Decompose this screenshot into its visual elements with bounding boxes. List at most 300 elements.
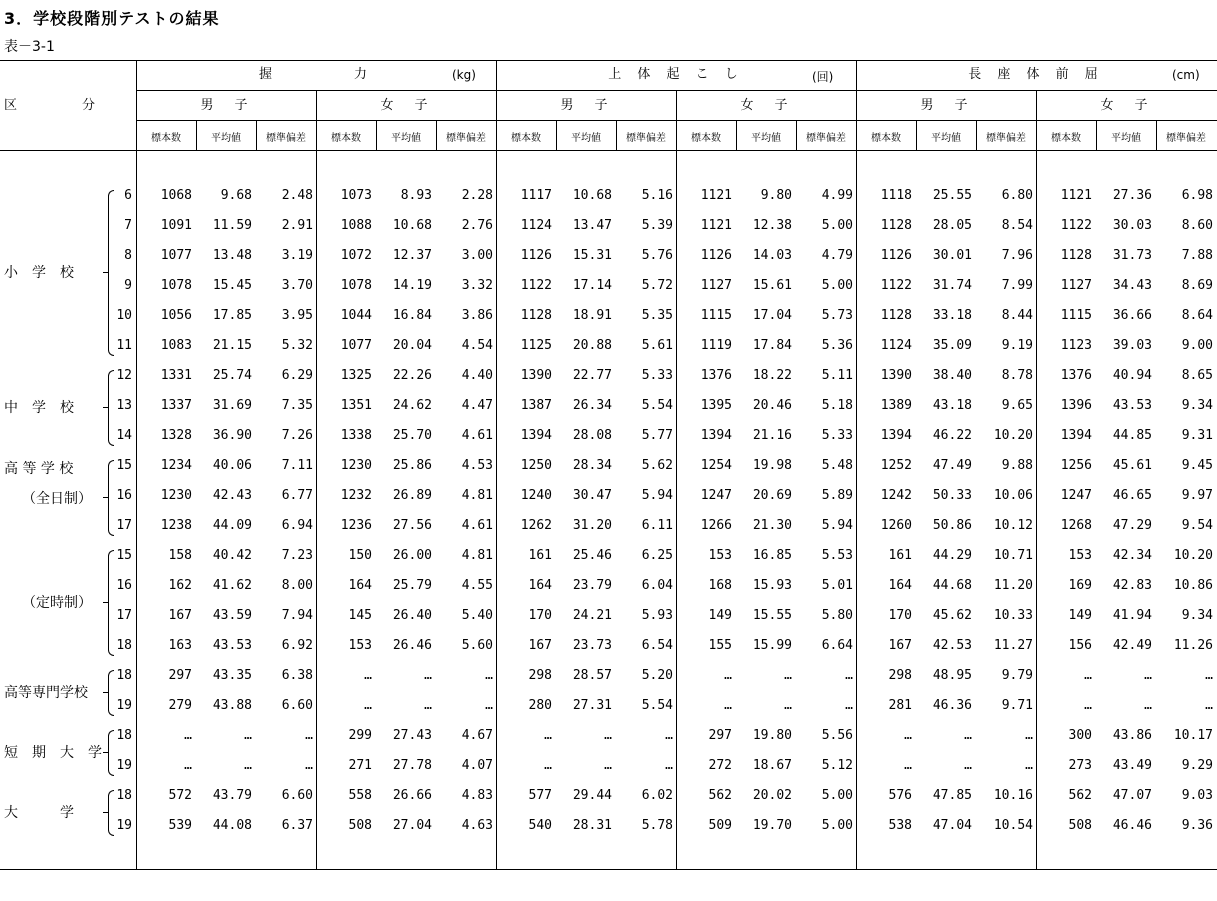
table-cell: 4.79 — [821, 248, 853, 263]
table-cell: … — [184, 728, 192, 743]
table-cell: 1234 — [160, 458, 192, 473]
table-cell: 6.11 — [641, 518, 673, 533]
table-cell: 5.76 — [641, 248, 673, 263]
table-cell: 281 — [888, 698, 912, 713]
age-label: 19 — [116, 818, 132, 833]
table-cell: 163 — [168, 638, 192, 653]
table-cell: 298 — [528, 668, 552, 683]
table-cell: … — [724, 698, 732, 713]
table-cell: 5.00 — [821, 278, 853, 293]
table-cell: 26.34 — [572, 398, 612, 413]
table-cell: 45.62 — [932, 608, 972, 623]
table-cell: 12.38 — [752, 218, 792, 233]
table-cell: 9.79 — [1001, 668, 1033, 683]
table-cell: 44.29 — [932, 548, 972, 563]
bracket — [108, 550, 114, 656]
table-cell: 42.53 — [932, 638, 972, 653]
subcol-header: 標準偏差 — [986, 133, 1026, 144]
gender-header: 女 子 — [740, 98, 792, 113]
table-cell: 1125 — [520, 338, 552, 353]
table-cell: 1268 — [1060, 518, 1092, 533]
table-cell: 5.00 — [821, 818, 853, 833]
table-cell: 44.85 — [1112, 428, 1152, 443]
table-cell: 44.68 — [932, 578, 972, 593]
table-cell: 43.59 — [212, 608, 252, 623]
table-cell: 1266 — [700, 518, 732, 533]
table-cell: 5.77 — [641, 428, 673, 443]
table-cell: 9.68 — [220, 188, 252, 203]
age-label: 16 — [116, 578, 132, 593]
table-cell: 1232 — [340, 488, 372, 503]
table-cell: 38.40 — [932, 368, 972, 383]
table-cell: 577 — [528, 788, 552, 803]
table-cell: 5.35 — [641, 308, 673, 323]
table-cell: … — [305, 728, 313, 743]
table-cell: 1395 — [700, 398, 732, 413]
subcol-header: 標本数 — [691, 133, 721, 144]
table-cell: 47.07 — [1112, 788, 1152, 803]
table-cell: … — [424, 668, 432, 683]
table-cell: 1077 — [340, 338, 372, 353]
table-cell: 1128 — [1060, 248, 1092, 263]
subcol-header: 平均値 — [1111, 133, 1141, 144]
table-cell: 43.53 — [1112, 398, 1152, 413]
table-cell: 8.44 — [1001, 308, 1033, 323]
table-cell: 170 — [528, 608, 552, 623]
table-cell: 28.57 — [572, 668, 612, 683]
table-cell: 1121 — [700, 218, 732, 233]
table-cell: 27.56 — [392, 518, 432, 533]
table-cell: 15.61 — [752, 278, 792, 293]
table-cell: 538 — [888, 818, 912, 833]
table-cell: … — [904, 728, 912, 743]
table-cell: … — [904, 758, 912, 773]
table-cell: 1088 — [340, 218, 372, 233]
table-cell: 10.68 — [392, 218, 432, 233]
subcol-header: 標準偏差 — [806, 133, 846, 144]
age-label: 6 — [124, 188, 132, 203]
table-cell: 26.46 — [392, 638, 432, 653]
table-cell: 5.89 — [821, 488, 853, 503]
table-cell: 5.61 — [641, 338, 673, 353]
table-cell: 9.88 — [1001, 458, 1033, 473]
table-cell: 7.26 — [281, 428, 313, 443]
age-label: 18 — [116, 638, 132, 653]
table-cell: 297 — [168, 668, 192, 683]
table-cell: 4.55 — [461, 578, 493, 593]
subcol-header: 標準偏差 — [266, 133, 306, 144]
section-label: 小 学 校 — [4, 265, 74, 281]
table-cell: 2.28 — [461, 188, 493, 203]
table-cell: 1331 — [160, 368, 192, 383]
table-cell: 17.84 — [752, 338, 792, 353]
table-cell: 5.73 — [821, 308, 853, 323]
table-cell: 273 — [1068, 758, 1092, 773]
table-cell: 22.77 — [572, 368, 612, 383]
table-cell: 36.90 — [212, 428, 252, 443]
table-cell: 18.91 — [572, 308, 612, 323]
table-cell: 5.32 — [281, 338, 313, 353]
table-cell: 1240 — [520, 488, 552, 503]
table-cell: 4.81 — [461, 488, 493, 503]
table-cell: 4.99 — [821, 188, 853, 203]
table-cell: 1238 — [160, 518, 192, 533]
table-cell: 5.33 — [821, 428, 853, 443]
table-cell: … — [544, 758, 552, 773]
table-cell: 9.34 — [1181, 398, 1213, 413]
table-cell: … — [845, 668, 853, 683]
table-cell: 161 — [888, 548, 912, 563]
table-cell: 1121 — [1060, 188, 1092, 203]
table-cell: 1396 — [1060, 398, 1092, 413]
subcol-header: 標本数 — [151, 133, 181, 144]
section-label: 高等専門学校 — [4, 685, 88, 701]
table-cell: 26.89 — [392, 488, 432, 503]
table-cell: 16.85 — [752, 548, 792, 563]
table-cell: 28.05 — [932, 218, 972, 233]
age-label: 19 — [116, 698, 132, 713]
gender-header: 男 子 — [200, 98, 252, 113]
table-cell: 10.86 — [1173, 578, 1213, 593]
table-cell: 31.69 — [212, 398, 252, 413]
table-cell: 1056 — [160, 308, 192, 323]
table-cell: 168 — [708, 578, 732, 593]
table-cell: 43.53 — [212, 638, 252, 653]
table-cell: 149 — [708, 608, 732, 623]
table-cell: 1126 — [700, 248, 732, 263]
table-cell: 26.00 — [392, 548, 432, 563]
table-cell: 39.03 — [1112, 338, 1152, 353]
table-cell: 23.73 — [572, 638, 612, 653]
table-cell: 1262 — [520, 518, 552, 533]
table-cell: 25.86 — [392, 458, 432, 473]
table-cell: 28.31 — [572, 818, 612, 833]
gender-divider — [316, 90, 317, 870]
table-cell: 47.29 — [1112, 518, 1152, 533]
category-header: 区 分 — [4, 98, 96, 113]
group-header-3: 長 座 体 前 屈 — [968, 67, 1104, 82]
table-cell: 1247 — [700, 488, 732, 503]
gender-divider — [1036, 90, 1037, 870]
table-cell: 28.08 — [572, 428, 612, 443]
table-cell: 1260 — [880, 518, 912, 533]
table-cell: 10.54 — [993, 818, 1033, 833]
table-cell: 7.96 — [1001, 248, 1033, 263]
table-cell: 4.61 — [461, 518, 493, 533]
table-cell: 25.79 — [392, 578, 432, 593]
table-cell: 43.88 — [212, 698, 252, 713]
table-cell: 41.94 — [1112, 608, 1152, 623]
table-cell: 4.63 — [461, 818, 493, 833]
table-cell: 562 — [1068, 788, 1092, 803]
table-cell: 5.01 — [821, 578, 853, 593]
table-cell: 508 — [1068, 818, 1092, 833]
table-cell: 11.20 — [993, 578, 1033, 593]
table-cell: 1394 — [700, 428, 732, 443]
table-cell: 1128 — [520, 308, 552, 323]
table-cell: 9.19 — [1001, 338, 1033, 353]
table-cell: 149 — [1068, 608, 1092, 623]
table-cell: 3.32 — [461, 278, 493, 293]
table-cell: 145 — [348, 608, 372, 623]
table-cell: 9.80 — [760, 188, 792, 203]
table-cell: 4.83 — [461, 788, 493, 803]
table-cell: 25.70 — [392, 428, 432, 443]
table-cell: 29.44 — [572, 788, 612, 803]
table-cell: 9.29 — [1181, 758, 1213, 773]
table-cell: 20.69 — [752, 488, 792, 503]
table-cell: 1394 — [520, 428, 552, 443]
table-cell: 6.94 — [281, 518, 313, 533]
bracket — [108, 730, 114, 776]
table-cell: 5.16 — [641, 188, 673, 203]
table-cell: 1119 — [700, 338, 732, 353]
table-cell: 1115 — [1060, 308, 1092, 323]
table-cell: 20.46 — [752, 398, 792, 413]
table-cell: 6.04 — [641, 578, 673, 593]
table-cell: 10.16 — [993, 788, 1033, 803]
table-cell: 11.26 — [1173, 638, 1213, 653]
table-cell: 19.80 — [752, 728, 792, 743]
bracket — [108, 790, 114, 836]
gender-header: 男 子 — [560, 98, 612, 113]
table-cell: 13.47 — [572, 218, 612, 233]
table-cell: 4.81 — [461, 548, 493, 563]
table-cell: 42.34 — [1112, 548, 1152, 563]
table-cell: 1256 — [1060, 458, 1092, 473]
table-cell: … — [604, 758, 612, 773]
table-cell: 8.00 — [281, 578, 313, 593]
table-cell: 5.40 — [461, 608, 493, 623]
table-cell: 44.08 — [212, 818, 252, 833]
table-top-rule — [0, 60, 1217, 61]
table-cell: 34.43 — [1112, 278, 1152, 293]
bracket-tip — [103, 812, 108, 813]
table-cell: 9.54 — [1181, 518, 1213, 533]
table-cell: 297 — [708, 728, 732, 743]
table-cell: 1126 — [520, 248, 552, 263]
table-cell: 21.16 — [752, 428, 792, 443]
table-cell: … — [1084, 698, 1092, 713]
table-cell: 7.88 — [1181, 248, 1213, 263]
table-cell: 299 — [348, 728, 372, 743]
table-cell: 24.62 — [392, 398, 432, 413]
table-cell: 15.93 — [752, 578, 792, 593]
table-cell: 43.86 — [1112, 728, 1152, 743]
table-cell: 1128 — [880, 218, 912, 233]
table-cell: 2.48 — [281, 188, 313, 203]
table-cell: 25.46 — [572, 548, 612, 563]
gender-header: 女 子 — [1100, 98, 1152, 113]
table-cell: 6.37 — [281, 818, 313, 833]
table-cell: 3.00 — [461, 248, 493, 263]
table-cell: 1127 — [700, 278, 732, 293]
table-cell: 27.36 — [1112, 188, 1152, 203]
subcol-header: 標本数 — [871, 133, 901, 144]
table-cell: 298 — [888, 668, 912, 683]
table-cell: 14.19 — [392, 278, 432, 293]
table-cell: 1121 — [700, 188, 732, 203]
bracket-tip — [103, 497, 108, 498]
table-cell: … — [184, 758, 192, 773]
table-cell: 5.94 — [821, 518, 853, 533]
bracket — [108, 460, 114, 536]
table-cell: 509 — [708, 818, 732, 833]
bracket — [108, 370, 114, 446]
table-cell: 30.03 — [1112, 218, 1152, 233]
age-label: 14 — [116, 428, 132, 443]
table-cell: 43.79 — [212, 788, 252, 803]
bracket-tip — [103, 407, 108, 408]
table-cell: … — [665, 758, 673, 773]
table-bottom-rule — [0, 869, 1217, 870]
bracket — [108, 190, 114, 356]
table-cell: 1394 — [880, 428, 912, 443]
table-cell: 1250 — [520, 458, 552, 473]
age-label: 8 — [124, 248, 132, 263]
table-cell: 27.31 — [572, 698, 612, 713]
table-cell: 10.20 — [993, 428, 1033, 443]
table-cell: 150 — [348, 548, 372, 563]
table-cell: … — [665, 728, 673, 743]
table-cell: 300 — [1068, 728, 1092, 743]
table-cell: 10.20 — [1173, 548, 1213, 563]
group-unit-2: (回) — [812, 70, 834, 84]
table-cell: 558 — [348, 788, 372, 803]
table-cell: 6.25 — [641, 548, 673, 563]
table-cell: 9.03 — [1181, 788, 1213, 803]
age-label: 9 — [124, 278, 132, 293]
table-cell: 1128 — [880, 308, 912, 323]
table-cell: … — [784, 698, 792, 713]
table-cell: 4.40 — [461, 368, 493, 383]
table-cell: 10.68 — [572, 188, 612, 203]
table-cell: 1389 — [880, 398, 912, 413]
table-cell: … — [1205, 698, 1213, 713]
table-cell: 4.54 — [461, 338, 493, 353]
gender-header: 女 子 — [380, 98, 432, 113]
table-cell: 1117 — [520, 188, 552, 203]
table-cell: 7.11 — [281, 458, 313, 473]
table-cell: … — [544, 728, 552, 743]
section-label: 高 等 学 校 — [4, 461, 74, 477]
table-cell: 22.26 — [392, 368, 432, 383]
table-cell: 15.45 — [212, 278, 252, 293]
table-cell: 1351 — [340, 398, 372, 413]
table-cell: 271 — [348, 758, 372, 773]
table-cell: 35.09 — [932, 338, 972, 353]
table-cell: 1124 — [880, 338, 912, 353]
table-cell: 508 — [348, 818, 372, 833]
table-cell: … — [724, 668, 732, 683]
table-label: 表－3-1 — [4, 39, 55, 55]
table-cell: 4.47 — [461, 398, 493, 413]
table-cell: 5.54 — [641, 398, 673, 413]
table-cell: … — [604, 728, 612, 743]
table-cell: 1254 — [700, 458, 732, 473]
table-cell: 4.07 — [461, 758, 493, 773]
bracket-tip — [103, 752, 108, 753]
table-cell: 46.65 — [1112, 488, 1152, 503]
table-cell: 5.93 — [641, 608, 673, 623]
table-cell: 5.00 — [821, 218, 853, 233]
table-cell: 1077 — [160, 248, 192, 263]
table-cell: … — [424, 698, 432, 713]
table-cell: 6.98 — [1181, 188, 1213, 203]
table-cell: 20.88 — [572, 338, 612, 353]
table-cell: 6.60 — [281, 698, 313, 713]
table-cell: … — [964, 728, 972, 743]
table-cell: … — [845, 698, 853, 713]
table-cell: 26.40 — [392, 608, 432, 623]
table-cell: 46.36 — [932, 698, 972, 713]
table-cell: 1073 — [340, 188, 372, 203]
table-cell: … — [485, 668, 493, 683]
table-cell: 6.92 — [281, 638, 313, 653]
table-cell: 11.27 — [993, 638, 1033, 653]
table-cell: 5.12 — [821, 758, 853, 773]
table-cell: 6.54 — [641, 638, 673, 653]
table-cell: 18.67 — [752, 758, 792, 773]
table-cell: 17.14 — [572, 278, 612, 293]
table-cell: 170 — [888, 608, 912, 623]
table-cell: 562 — [708, 788, 732, 803]
table-cell: 5.48 — [821, 458, 853, 473]
age-label: 18 — [116, 728, 132, 743]
table-cell: 164 — [888, 578, 912, 593]
table-cell: 10.17 — [1173, 728, 1213, 743]
table-cell: 164 — [528, 578, 552, 593]
table-cell: 8.69 — [1181, 278, 1213, 293]
table-cell: 169 — [1068, 578, 1092, 593]
table-cell: 30.01 — [932, 248, 972, 263]
table-cell: 8.65 — [1181, 368, 1213, 383]
table-cell: 272 — [708, 758, 732, 773]
subcol-header: 平均値 — [211, 133, 241, 144]
table-cell: 6.77 — [281, 488, 313, 503]
table-cell: 9.31 — [1181, 428, 1213, 443]
subcol-header: 平均値 — [571, 133, 601, 144]
table-cell: 15.31 — [572, 248, 612, 263]
table-cell: 47.85 — [932, 788, 972, 803]
table-cell: 50.86 — [932, 518, 972, 533]
subcol-header: 平均値 — [931, 133, 961, 144]
header-bottom-rule — [0, 150, 1217, 151]
age-label: 16 — [116, 488, 132, 503]
table-cell: 1126 — [880, 248, 912, 263]
table-cell: … — [364, 698, 372, 713]
table-cell: 167 — [528, 638, 552, 653]
group-header-1: 握 力 — [258, 67, 373, 82]
table-cell: 1236 — [340, 518, 372, 533]
table-cell: 48.95 — [932, 668, 972, 683]
age-label: 18 — [116, 668, 132, 683]
table-cell: 1123 — [1060, 338, 1092, 353]
table-cell: 1124 — [520, 218, 552, 233]
age-label: 17 — [116, 608, 132, 623]
table-cell: 1338 — [340, 428, 372, 443]
table-cell: 45.61 — [1112, 458, 1152, 473]
table-cell: 4.61 — [461, 428, 493, 443]
age-label: 15 — [116, 548, 132, 563]
table-cell: 576 — [888, 788, 912, 803]
table-cell: 42.49 — [1112, 638, 1152, 653]
table-cell: 8.64 — [1181, 308, 1213, 323]
table-cell: … — [244, 728, 252, 743]
table-cell: 6.02 — [641, 788, 673, 803]
table-cell: 8.60 — [1181, 218, 1213, 233]
age-label: 10 — [116, 308, 132, 323]
